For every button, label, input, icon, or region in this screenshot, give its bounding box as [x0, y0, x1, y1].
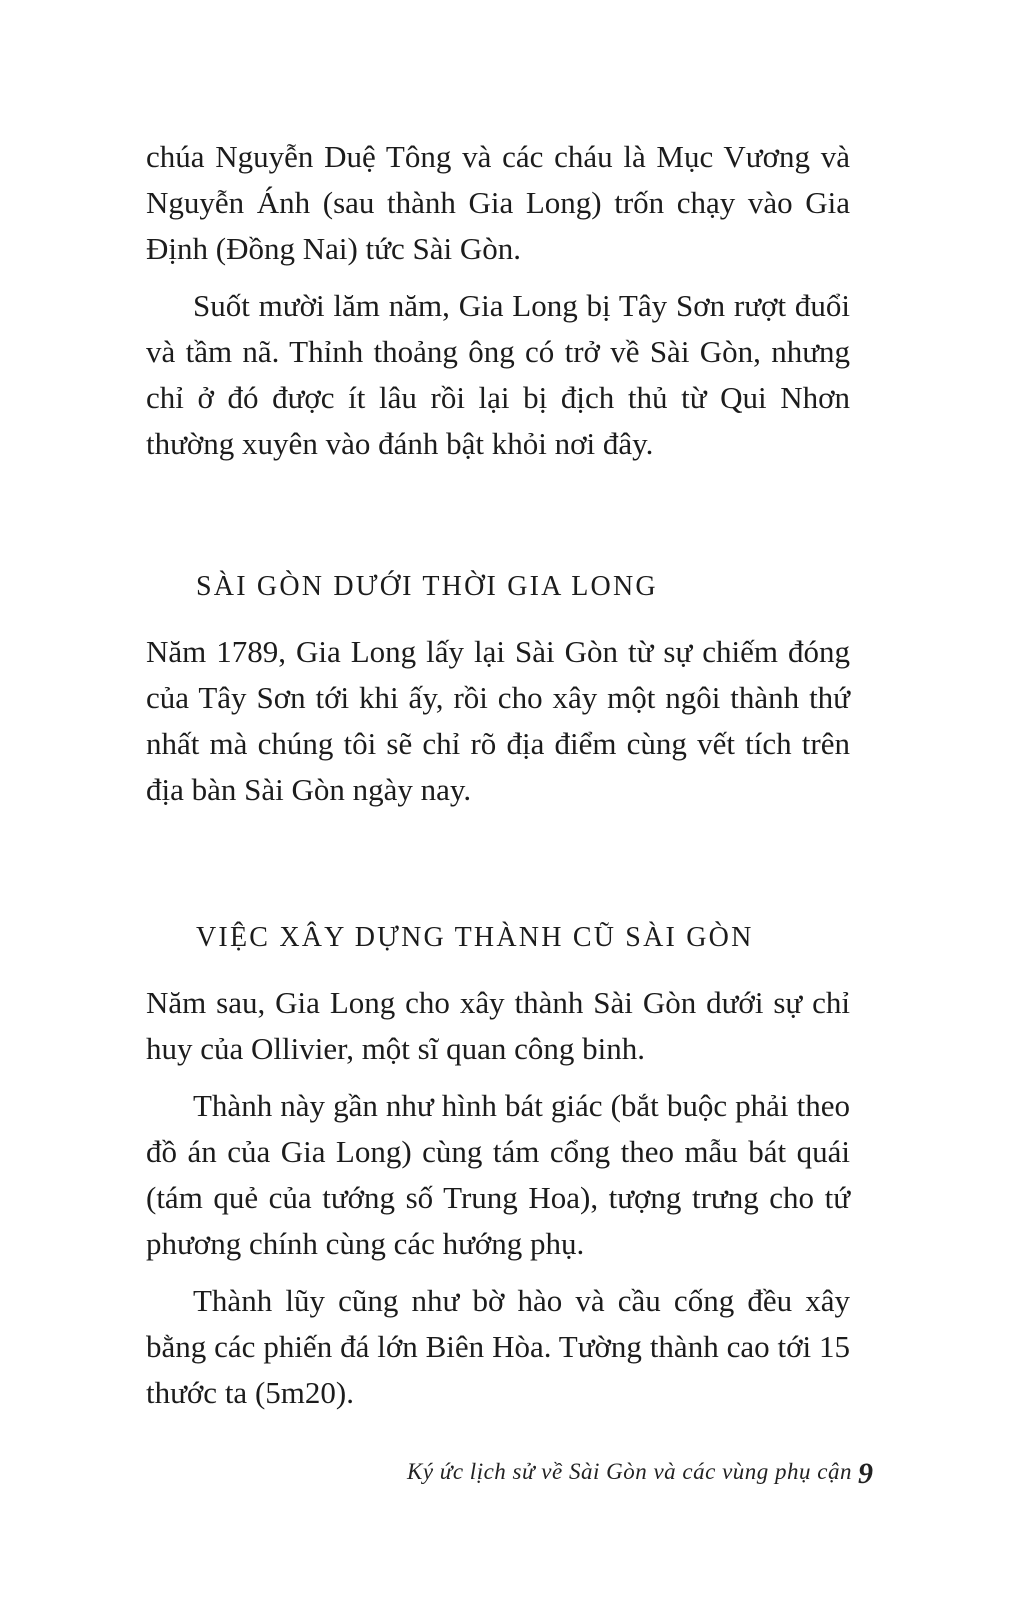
intro-text — [146, 134, 850, 467]
paragraph: chúa Nguyễn Duệ Tông và các cháu là Mục Vương và Nguyễn Ánh (sau thành Gia Long) trốn chạy vào Gia Định (Đồng Nai) tức Sài Gòn. — [146, 139, 850, 266]
section-heading: VIỆC XÂY DỰNG THÀNH CŨ SÀI GÒN — [196, 922, 754, 953]
section-heading: SÀI GÒN DƯỚI THỜI GIA LONG — [196, 571, 658, 602]
paragraph: Năm 1789, Gia Long lấy lại Sài Gòn từ sự chiếm đóng của Tây Sơn tới khi ấy, rồi cho xây một ngôi thành thứ nhất mà chúng tôi sẽ chỉ rõ địa điểm cùng vết tích trên địa bàn Sài Gòn ngày nay. — [146, 634, 850, 807]
paragraph: Năm sau, Gia Long cho xây thành Sài Gòn dưới sự chỉ huy của Ollivier, một sĩ quan công binh. — [146, 985, 850, 1066]
page-number: 9 — [858, 1457, 873, 1490]
paragraph: Thành lũy cũng như bờ hào và cầu cống đều xây bằng các phiến đá lớn Biên Hòa. Tường thành cao tới 15 thước ta (5m20). — [146, 1283, 850, 1410]
running-footer-title: Ký ức lịch sử về Sài Gòn và các vùng phụ cận — [407, 1459, 852, 1484]
paragraph: Thành này gần như hình bát giác (bắt buộc phải theo đồ án của Gia Long) cùng tám cổng theo mẫu bát quái (tám quẻ của tướng số Trung Hoa), tượng trưng cho tứ phương chính cùng các hướng phụ. — [146, 1088, 850, 1261]
paragraph: Suốt mười lăm năm, Gia Long bị Tây Sơn rượt đuổi và tầm nã. Thỉnh thoảng ông có trở về Sài Gòn, nhưng chỉ ở đó được ít lâu rồi lại bị địch thủ từ Qui Nhơn thường xuyên vào đánh bật khỏi nơi đây. — [146, 288, 850, 461]
section-sai-gon-duoi-thoi-gia-long — [146, 567, 850, 813]
page-body — [146, 134, 850, 1416]
section-viec-xay-dung-thanh — [146, 918, 850, 1416]
